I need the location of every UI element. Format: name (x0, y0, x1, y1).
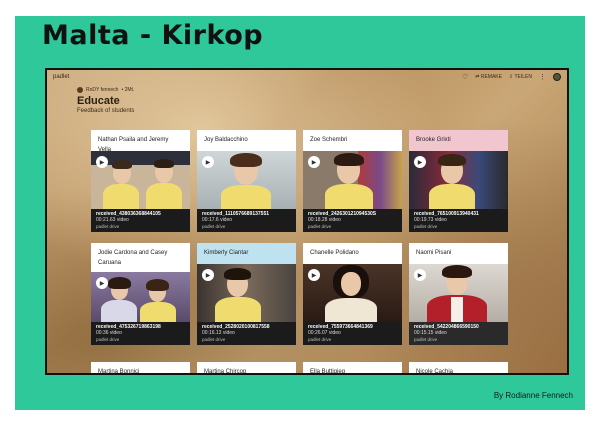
heart-icon[interactable]: ♡ (461, 73, 469, 81)
share-button[interactable] (509, 74, 532, 80)
play-icon[interactable]: ▶ (308, 269, 320, 281)
video-thumbnail[interactable] (91, 151, 190, 209)
video-filename: received_2528020100817558 (202, 324, 270, 330)
author-byline: By Rodianne Fennech (493, 391, 573, 400)
play-icon[interactable]: ▶ (202, 156, 214, 168)
slide-title: Malta - Kirkop (42, 20, 264, 51)
play-icon[interactable]: ▶ (96, 156, 108, 168)
post-card[interactable] (91, 362, 190, 373)
video-source: padlet drive (96, 337, 120, 342)
topbar-actions (462, 73, 561, 81)
padlet-board (47, 70, 567, 373)
post-card[interactable] (91, 130, 190, 232)
post-title: Zoe Schembri (310, 137, 348, 143)
post-card[interactable] (91, 243, 190, 345)
attachment-info (303, 322, 402, 345)
video-filename: received_755973664841369 (308, 324, 373, 330)
remake-label: REMAKE (480, 74, 502, 80)
slide (15, 16, 585, 410)
board-title: Educate (77, 95, 120, 107)
post-card[interactable] (303, 243, 402, 345)
video-source: padlet drive (414, 224, 438, 229)
video-source: padlet drive (96, 224, 120, 229)
video-filename: received_765100913940431 (414, 211, 479, 217)
video-thumbnail[interactable] (197, 264, 296, 322)
video-filename: received_438036368844105 (96, 211, 161, 217)
post-card[interactable] (197, 362, 296, 373)
attachment-info (197, 322, 296, 345)
play-icon[interactable]: ▶ (202, 269, 214, 281)
video-source: padlet drive (308, 337, 332, 342)
video-filename: received_475326719863198 (96, 324, 161, 330)
video-thumbnail[interactable] (303, 264, 402, 322)
post-title: Ella Buttigieg (310, 369, 346, 373)
video-thumbnail[interactable] (91, 272, 190, 322)
video-duration: 00:19.73 video (414, 217, 447, 223)
post-card[interactable] (409, 130, 508, 232)
video-duration: 00:26.07 video (308, 330, 341, 336)
remake-icon: ⇄ (475, 74, 480, 80)
video-filename: received_242630121094530S (308, 211, 377, 217)
more-icon[interactable]: ⋮ (539, 73, 546, 81)
post-title: Kimberly Ciantar (197, 243, 296, 264)
padlet-topbar (47, 70, 567, 84)
owner-name[interactable]: RoDY fennech (86, 87, 119, 93)
video-duration: 00:16.13 video (202, 330, 235, 336)
post-title: Chanelle Polidano (310, 250, 359, 256)
play-icon[interactable]: ▶ (308, 156, 320, 168)
attachment-info (303, 209, 402, 232)
video-duration: 00:15.15 video (414, 330, 447, 336)
post-card[interactable] (197, 130, 296, 232)
post-card[interactable] (303, 130, 402, 232)
post-title: Joy Baldacchino (204, 137, 248, 143)
attachment-info (409, 209, 508, 232)
play-icon[interactable]: ▶ (414, 156, 426, 168)
video-thumbnail[interactable] (303, 151, 402, 209)
post-title: Jodie Cardona and Casey Caruana (98, 250, 168, 266)
share-label: TEILEN (514, 74, 532, 80)
post-card[interactable] (197, 243, 296, 345)
post-card[interactable] (409, 362, 508, 373)
play-icon[interactable]: ▶ (414, 269, 426, 281)
video-thumbnail[interactable] (197, 151, 296, 209)
owner-avatar (77, 87, 83, 93)
video-filename: received_542204866590150 (414, 324, 479, 330)
video-duration: 00:18.28 video (308, 217, 341, 223)
attachment-info (91, 322, 190, 345)
video-filename: received_1110576689137551 (202, 211, 270, 217)
video-source: padlet drive (308, 224, 332, 229)
video-thumbnail[interactable] (409, 264, 508, 322)
video-source: padlet drive (202, 337, 226, 342)
share-icon: ⇪ (508, 74, 514, 80)
padlet-screenshot (45, 68, 569, 375)
padlet-brand[interactable]: padlet (53, 74, 70, 80)
video-source: padlet drive (202, 224, 226, 229)
video-duration: 00:21.63 video (96, 217, 129, 223)
board-owner (77, 87, 134, 93)
video-duration: 00:36 video (96, 330, 122, 336)
video-thumbnail[interactable] (409, 151, 508, 209)
post-card[interactable] (303, 362, 402, 373)
post-title: Brooke Grixti (409, 130, 508, 151)
user-avatar[interactable] (553, 73, 561, 81)
post-title: Naomi Pisani (416, 250, 452, 256)
attachment-info (197, 209, 296, 232)
post-card[interactable] (409, 243, 508, 345)
remake-button[interactable] (475, 74, 502, 80)
attachment-info (409, 322, 508, 345)
post-title: Nicole Cachia (416, 369, 454, 373)
post-title: Martina Chircop (204, 369, 247, 373)
post-title: Martina Bonnici (98, 369, 140, 373)
owner-time: • 2Mt. (121, 87, 135, 93)
video-duration: 00:17.6 video (202, 217, 233, 223)
attachment-info (91, 209, 190, 232)
play-icon[interactable]: ▶ (96, 277, 108, 289)
post-title: Nathan Psaila and Jeremy Vella (98, 137, 169, 151)
board-subtitle: Feedback of students (77, 108, 135, 114)
video-source: padlet drive (414, 337, 438, 342)
